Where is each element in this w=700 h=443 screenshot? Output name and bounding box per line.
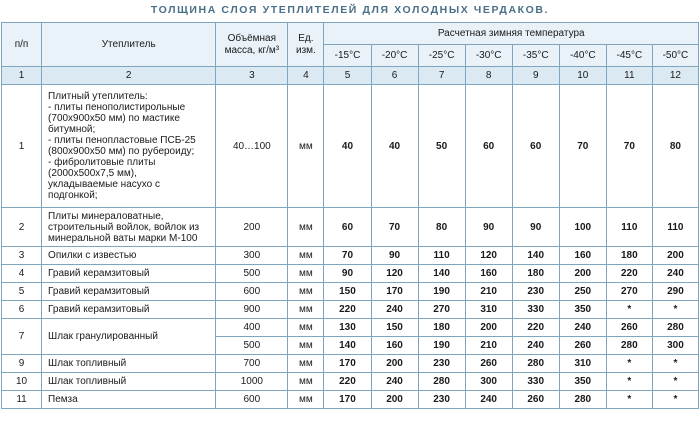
- header-temp: -30°C: [465, 45, 512, 67]
- value-cell: 120: [371, 265, 418, 283]
- mass-cell: 400: [216, 319, 288, 337]
- header-temp: -35°C: [512, 45, 559, 67]
- row-num: 2: [2, 208, 42, 247]
- unit-cell: мм: [288, 337, 324, 355]
- unit-cell: мм: [288, 319, 324, 337]
- value-cell: 60: [465, 85, 512, 208]
- table-row: [2, 391, 699, 409]
- value-cell: *: [606, 301, 652, 319]
- row-num: 3: [2, 247, 42, 265]
- material-cell: [42, 85, 216, 208]
- value-cell: 40: [324, 85, 371, 208]
- material-line: (700x900x50 мм) по мастике: [48, 113, 180, 124]
- value-cell: 70: [559, 85, 606, 208]
- value-cell: 120: [465, 247, 512, 265]
- col-number: 3: [216, 67, 288, 85]
- value-cell: 40: [371, 85, 418, 208]
- header-temp: -50°C: [652, 45, 698, 67]
- value-cell: 130: [324, 319, 371, 337]
- value-cell: 150: [324, 283, 371, 301]
- value-cell: 330: [512, 301, 559, 319]
- value-cell: 190: [418, 337, 465, 355]
- mass-cell: 1000: [216, 373, 288, 391]
- col-number: 7: [418, 67, 465, 85]
- col-number: 8: [465, 67, 512, 85]
- col-number: 2: [42, 67, 216, 85]
- mass-cell: 40…100: [216, 85, 288, 208]
- unit-cell: мм: [288, 265, 324, 283]
- value-cell: 280: [606, 337, 652, 355]
- unit-cell: мм: [288, 247, 324, 265]
- col-number: 10: [559, 67, 606, 85]
- mass-cell: 600: [216, 391, 288, 409]
- material-cell: Гравий керамзитовый: [42, 283, 216, 301]
- unit-cell: мм: [288, 373, 324, 391]
- value-cell: 90: [512, 208, 559, 247]
- header-unit: Ед. изм.: [288, 23, 324, 67]
- value-cell: 230: [418, 391, 465, 409]
- header-temp: -20°C: [371, 45, 418, 67]
- value-cell: 110: [606, 208, 652, 247]
- value-cell: *: [652, 301, 698, 319]
- unit-cell: мм: [288, 85, 324, 208]
- insulation-table: [1, 22, 699, 409]
- value-cell: *: [652, 373, 698, 391]
- value-cell: 170: [371, 283, 418, 301]
- value-cell: 220: [324, 373, 371, 391]
- value-cell: *: [606, 391, 652, 409]
- value-cell: 230: [418, 355, 465, 373]
- header-temp-group: Расчетная зимняя температура: [324, 23, 699, 45]
- value-cell: 180: [606, 247, 652, 265]
- value-cell: 260: [606, 319, 652, 337]
- value-cell: *: [606, 355, 652, 373]
- value-cell: 200: [371, 355, 418, 373]
- value-cell: 70: [606, 85, 652, 208]
- value-cell: 300: [465, 373, 512, 391]
- header-temp: -40°C: [559, 45, 606, 67]
- mass-cell: 300: [216, 247, 288, 265]
- value-cell: 240: [512, 337, 559, 355]
- table-row: [2, 319, 699, 337]
- value-cell: 210: [465, 283, 512, 301]
- value-cell: 50: [418, 85, 465, 208]
- row-num: 11: [2, 391, 42, 409]
- material-cell: Шлак топливный: [42, 373, 216, 391]
- value-cell: 160: [371, 337, 418, 355]
- material-cell: Гравий керамзитовый: [42, 301, 216, 319]
- value-cell: 80: [652, 85, 698, 208]
- row-num: 1: [2, 85, 42, 208]
- material-line: (2000x500x7,5 мм),: [48, 168, 137, 179]
- value-cell: 150: [371, 319, 418, 337]
- row-num: 7: [2, 319, 42, 355]
- material-cell: Шлак топливный: [42, 355, 216, 373]
- value-cell: 280: [559, 391, 606, 409]
- header-temp: -15°C: [324, 45, 371, 67]
- value-cell: 140: [324, 337, 371, 355]
- mass-cell: 200: [216, 208, 288, 247]
- material-cell: Опилки с известью: [42, 247, 216, 265]
- material-line: (800x900x50 мм) по рубероиду;: [48, 146, 195, 157]
- value-cell: 100: [559, 208, 606, 247]
- mass-cell: 700: [216, 355, 288, 373]
- unit-cell: мм: [288, 208, 324, 247]
- material-line: строительный войлок, войлок из: [48, 221, 200, 233]
- value-cell: 160: [465, 265, 512, 283]
- value-cell: 240: [371, 373, 418, 391]
- col-number: 4: [288, 67, 324, 85]
- unit-cell: мм: [288, 391, 324, 409]
- mass-cell: 500: [216, 337, 288, 355]
- header-mass: Объёмная масса, кг/м³: [216, 23, 288, 67]
- row-num: 6: [2, 301, 42, 319]
- value-cell: 80: [418, 208, 465, 247]
- value-cell: 220: [324, 301, 371, 319]
- material-line: - фибролитовые плиты: [48, 157, 156, 168]
- value-cell: 160: [559, 247, 606, 265]
- value-cell: 280: [512, 355, 559, 373]
- mass-cell: 500: [216, 265, 288, 283]
- row-num: 5: [2, 283, 42, 301]
- value-cell: 260: [512, 391, 559, 409]
- value-cell: 250: [559, 283, 606, 301]
- table-row: [2, 283, 699, 301]
- material-cell: Шлак гранулированный: [42, 319, 216, 355]
- value-cell: 280: [418, 373, 465, 391]
- header-material: Утеплитель: [42, 23, 216, 67]
- col-number: 11: [606, 67, 652, 85]
- value-cell: 90: [465, 208, 512, 247]
- value-cell: 300: [652, 337, 698, 355]
- value-cell: 200: [652, 247, 698, 265]
- row-num: 9: [2, 355, 42, 373]
- col-number: 9: [512, 67, 559, 85]
- col-number: 1: [2, 67, 42, 85]
- table-row: [2, 208, 699, 247]
- value-cell: 240: [465, 391, 512, 409]
- value-cell: 140: [512, 247, 559, 265]
- value-cell: 140: [418, 265, 465, 283]
- value-cell: 60: [324, 208, 371, 247]
- value-cell: 70: [324, 247, 371, 265]
- material-line: - плиты пеноплaстовые ПСБ-25: [48, 135, 196, 146]
- mass-cell: 600: [216, 283, 288, 301]
- material-line: Плитный утеплитель:: [48, 91, 148, 102]
- value-cell: 240: [371, 301, 418, 319]
- material-line: минеральной ваты марки М-100: [48, 232, 198, 244]
- value-cell: 60: [512, 85, 559, 208]
- value-cell: 200: [371, 391, 418, 409]
- value-cell: 110: [652, 208, 698, 247]
- material-line: битумной;: [48, 124, 96, 135]
- value-cell: 240: [652, 265, 698, 283]
- value-cell: 220: [606, 265, 652, 283]
- material-line: укладываемые насухо с: [48, 179, 160, 190]
- value-cell: 330: [512, 373, 559, 391]
- value-cell: 350: [559, 301, 606, 319]
- header-temp: -45°C: [606, 45, 652, 67]
- col-number: 5: [324, 67, 371, 85]
- material-cell: Пемза: [42, 391, 216, 409]
- value-cell: 310: [465, 301, 512, 319]
- value-cell: *: [606, 373, 652, 391]
- value-cell: 210: [465, 337, 512, 355]
- value-cell: 180: [512, 265, 559, 283]
- value-cell: 280: [652, 319, 698, 337]
- unit-cell: мм: [288, 283, 324, 301]
- row-num: 4: [2, 265, 42, 283]
- row-num: 10: [2, 373, 42, 391]
- material-line: Плиты минераловатные,: [48, 210, 164, 222]
- value-cell: 270: [606, 283, 652, 301]
- value-cell: 90: [371, 247, 418, 265]
- value-cell: 240: [559, 319, 606, 337]
- col-number: 12: [652, 67, 698, 85]
- value-cell: 70: [371, 208, 418, 247]
- header-temp: -25°C: [418, 45, 465, 67]
- material-cell: Гравий керамзитовый: [42, 265, 216, 283]
- value-cell: 350: [559, 373, 606, 391]
- column-number-row: [2, 67, 699, 85]
- material-line: подгонкой;: [48, 190, 98, 201]
- value-cell: 180: [418, 319, 465, 337]
- value-cell: 190: [418, 283, 465, 301]
- unit-cell: мм: [288, 301, 324, 319]
- mass-cell: 900: [216, 301, 288, 319]
- table-row: [2, 265, 699, 283]
- value-cell: 170: [324, 391, 371, 409]
- table-row: [2, 355, 699, 373]
- value-cell: 200: [465, 319, 512, 337]
- table-row: [2, 301, 699, 319]
- value-cell: 220: [512, 319, 559, 337]
- value-cell: 170: [324, 355, 371, 373]
- header-num: п/п: [2, 23, 42, 67]
- table-row: [2, 247, 699, 265]
- material-line: - плиты пенополистирольные: [48, 102, 186, 113]
- value-cell: 260: [559, 337, 606, 355]
- value-cell: 110: [418, 247, 465, 265]
- value-cell: 90: [324, 265, 371, 283]
- value-cell: 230: [512, 283, 559, 301]
- unit-cell: мм: [288, 355, 324, 373]
- value-cell: *: [652, 355, 698, 373]
- value-cell: 270: [418, 301, 465, 319]
- col-number: 6: [371, 67, 418, 85]
- material-cell: [42, 208, 216, 247]
- value-cell: 200: [559, 265, 606, 283]
- table-row: [2, 373, 699, 391]
- value-cell: *: [652, 391, 698, 409]
- value-cell: 260: [465, 355, 512, 373]
- value-cell: 290: [652, 283, 698, 301]
- table-row: [2, 85, 699, 208]
- value-cell: 310: [559, 355, 606, 373]
- table-title: ТОЛЩИНА СЛОЯ УТЕПЛИТЕЛЕЙ ДЛЯ ХОЛОДНЫХ ЧЕРДАКОВ.: [150, 4, 550, 16]
